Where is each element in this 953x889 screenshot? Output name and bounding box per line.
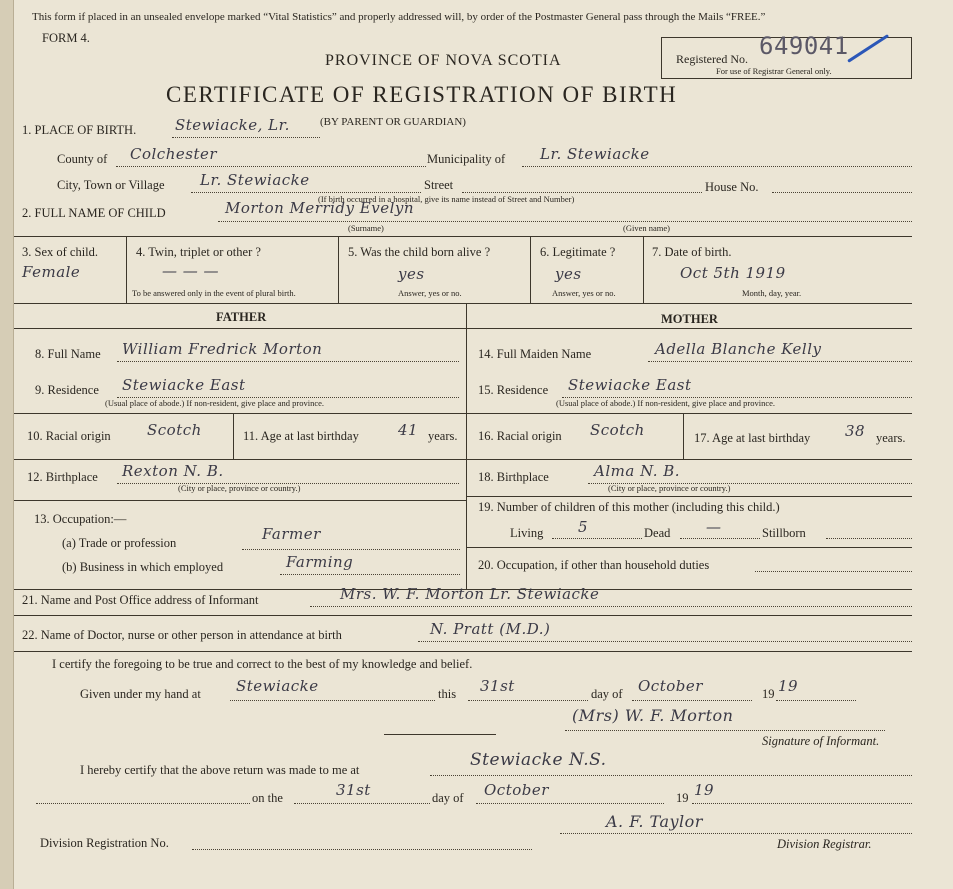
mother-racial-label: 16. Racial origin [478, 429, 562, 443]
living-value: 5 [578, 518, 589, 536]
father-birthplace-note: (City or place, province or country.) [178, 483, 301, 493]
municipality-value: Lr. Stewiacke [540, 145, 650, 163]
registrar-use-note: For use of Registrar General only. [716, 66, 832, 76]
legitimate-value: yes [555, 265, 582, 283]
certification-statement: I certify the foregoing to be true and correct to the best of my knowledge and belief. [52, 657, 473, 671]
father-age-unit: years. [428, 429, 458, 443]
date-of-birth-label: 7. Date of birth. [652, 245, 732, 259]
informant-value: Mrs. W. F. Morton Lr. Stewiacke [340, 585, 600, 603]
father-heading: FATHER [216, 310, 267, 324]
cert-month-value: October [638, 677, 703, 695]
living-label: Living [510, 526, 544, 540]
municipality-label: Municipality of [427, 152, 506, 166]
this-label: this [438, 687, 457, 701]
division-registrar-label: Division Registrar. [777, 837, 872, 851]
trade-label: (a) Trade or profession [62, 536, 177, 550]
signature-of-informant-label: Signature of Informant. [762, 734, 880, 748]
given-under-label: Given under my hand at [80, 687, 201, 701]
twin-note: To be answered only in the event of plural birth. [132, 288, 296, 298]
registrar-month-value: October [484, 781, 549, 799]
father-residence-label: 9. Residence [35, 383, 99, 397]
form-number: FORM 4. [42, 31, 90, 45]
cert-day-of-label: day of [591, 687, 623, 701]
mother-residence-value: Stewiacke East [568, 376, 692, 394]
date-of-birth-note: Month, day, year. [742, 288, 802, 298]
left-binding-strip [0, 0, 14, 889]
hospital-note: (If birth occurred in a hospital, give its name instead of Street and Number) [318, 194, 575, 204]
return-place-value: Stewiacke N.S. [470, 750, 607, 770]
registrar-signature: A. F. Taylor [606, 812, 703, 831]
return-made-label: I hereby certify that the above return was made to me at [80, 763, 360, 777]
mother-name-label: 14. Full Maiden Name [478, 347, 592, 361]
mother-age-label: 17. Age at last birthday [694, 431, 811, 445]
date-of-birth-value: Oct 5th 1919 [680, 264, 786, 282]
cert-year-value: 19 [778, 677, 799, 695]
mother-racial-value: Scotch [590, 421, 645, 439]
father-age-label: 11. Age at last birthday [243, 429, 359, 443]
registrar-year-prefix: 19 [676, 791, 689, 805]
doctor-label: 22. Name of Doctor, nurse or other person in attendance at birth [22, 628, 342, 642]
business-label: (b) Business in which employed [62, 560, 224, 574]
informant-label: 21. Name and Post Office address of Informant [22, 593, 259, 607]
mother-name-value: Adella Blanche Kelly [655, 340, 822, 358]
street-label: Street [424, 178, 454, 192]
father-birthplace-label: 12. Birthplace [27, 470, 98, 484]
father-racial-value: Scotch [147, 421, 202, 439]
registrar-day-of-label: day of [432, 791, 464, 805]
born-alive-note: Answer, yes or no. [398, 288, 462, 298]
stillborn-label: Stillborn [762, 526, 806, 540]
child-name-label: 2. FULL NAME OF CHILD [22, 206, 166, 220]
father-residence-value: Stewiacke East [122, 376, 246, 394]
county-label: County of [57, 152, 108, 166]
mother-residence-label: 15. Residence [478, 383, 549, 397]
father-name-value: William Fredrick Morton [122, 340, 323, 358]
sex-label: 3. Sex of child. [22, 245, 99, 259]
mother-occupation-label: 20. Occupation, if other than household duties [478, 558, 710, 572]
given-place-value: Stewiacke [236, 677, 319, 695]
city-label: City, Town or Village [57, 178, 165, 192]
registrar-day-value: 31st [336, 781, 371, 799]
given-name-note: (Given name) [623, 223, 670, 233]
mother-age-value: 38 [845, 422, 866, 440]
mother-birthplace-value: Alma N. B. [594, 462, 681, 480]
division-registration-label: Division Registration No. [40, 836, 169, 850]
sex-value: Female [22, 263, 81, 281]
cert-year-prefix: 19 [762, 687, 775, 701]
dead-value: — [706, 518, 722, 536]
dead-label: Dead [644, 526, 671, 540]
twin-label: 4. Twin, triplet or other ? [136, 245, 261, 259]
province-heading: PROVINCE OF NOVA SCOTIA [325, 52, 562, 69]
certificate-title: CERTIFICATE OF REGISTRATION OF BIRTH [166, 82, 678, 107]
born-alive-label: 5. Was the child born alive ? [348, 245, 491, 259]
place-of-birth-value: Stewiacke, Lr. [175, 116, 290, 134]
county-value: Colchester [130, 145, 218, 163]
this-day-value: 31st [480, 677, 515, 695]
on-the-label: on the [252, 791, 283, 805]
occupation-label: 13. Occupation:— [34, 512, 127, 526]
legitimate-note: Answer, yes or no. [552, 288, 616, 298]
mother-heading: MOTHER [661, 312, 718, 326]
mother-birthplace-label: 18. Birthplace [478, 470, 549, 484]
trade-value: Farmer [262, 525, 321, 543]
father-age-value: 41 [398, 421, 419, 439]
mother-age-unit: years. [876, 431, 906, 445]
by-parent-note: (BY PARENT OR GUARDIAN) [320, 116, 466, 128]
legitimate-label: 6. Legitimate ? [540, 245, 616, 259]
mother-residence-note: (Usual place of abode.) If non-resident, give place and province. [556, 398, 776, 408]
place-of-birth-label: 1. PLACE OF BIRTH. [22, 123, 137, 137]
twin-value: — — — [162, 262, 220, 280]
mother-birthplace-note: (City or place, province or country.) [608, 483, 731, 493]
mailing-notice: This form if placed in an unsealed envelope marked “Vital Statistics” and properly addressed will, by order of the Postmaster General pass through the Mails “FREE.” [32, 11, 766, 23]
father-name-label: 8. Full Name [35, 347, 101, 361]
surname-note: (Surname) [348, 223, 384, 233]
city-value: Lr. Stewiacke [200, 171, 310, 189]
children-count-label: 19. Number of children of this mother (including this child.) [478, 500, 780, 514]
doctor-value: N. Pratt (M.D.) [430, 620, 551, 638]
father-birthplace-value: Rexton N. B. [122, 462, 224, 480]
child-name-value: Morton Merridy Evelyn [225, 199, 414, 217]
father-residence-note: (Usual place of abode.) If non-resident, give place and province. [105, 398, 325, 408]
house-number-label: House No. [705, 180, 759, 194]
informant-signature: (Mrs) W. F. Morton [572, 706, 734, 725]
registered-number-value: 649041 [759, 32, 849, 60]
registered-label: Registered No. [676, 52, 748, 66]
born-alive-value: yes [398, 265, 425, 283]
business-value: Farming [286, 553, 354, 571]
father-racial-label: 10. Racial origin [27, 429, 111, 443]
registrar-year-value: 19 [694, 781, 715, 799]
